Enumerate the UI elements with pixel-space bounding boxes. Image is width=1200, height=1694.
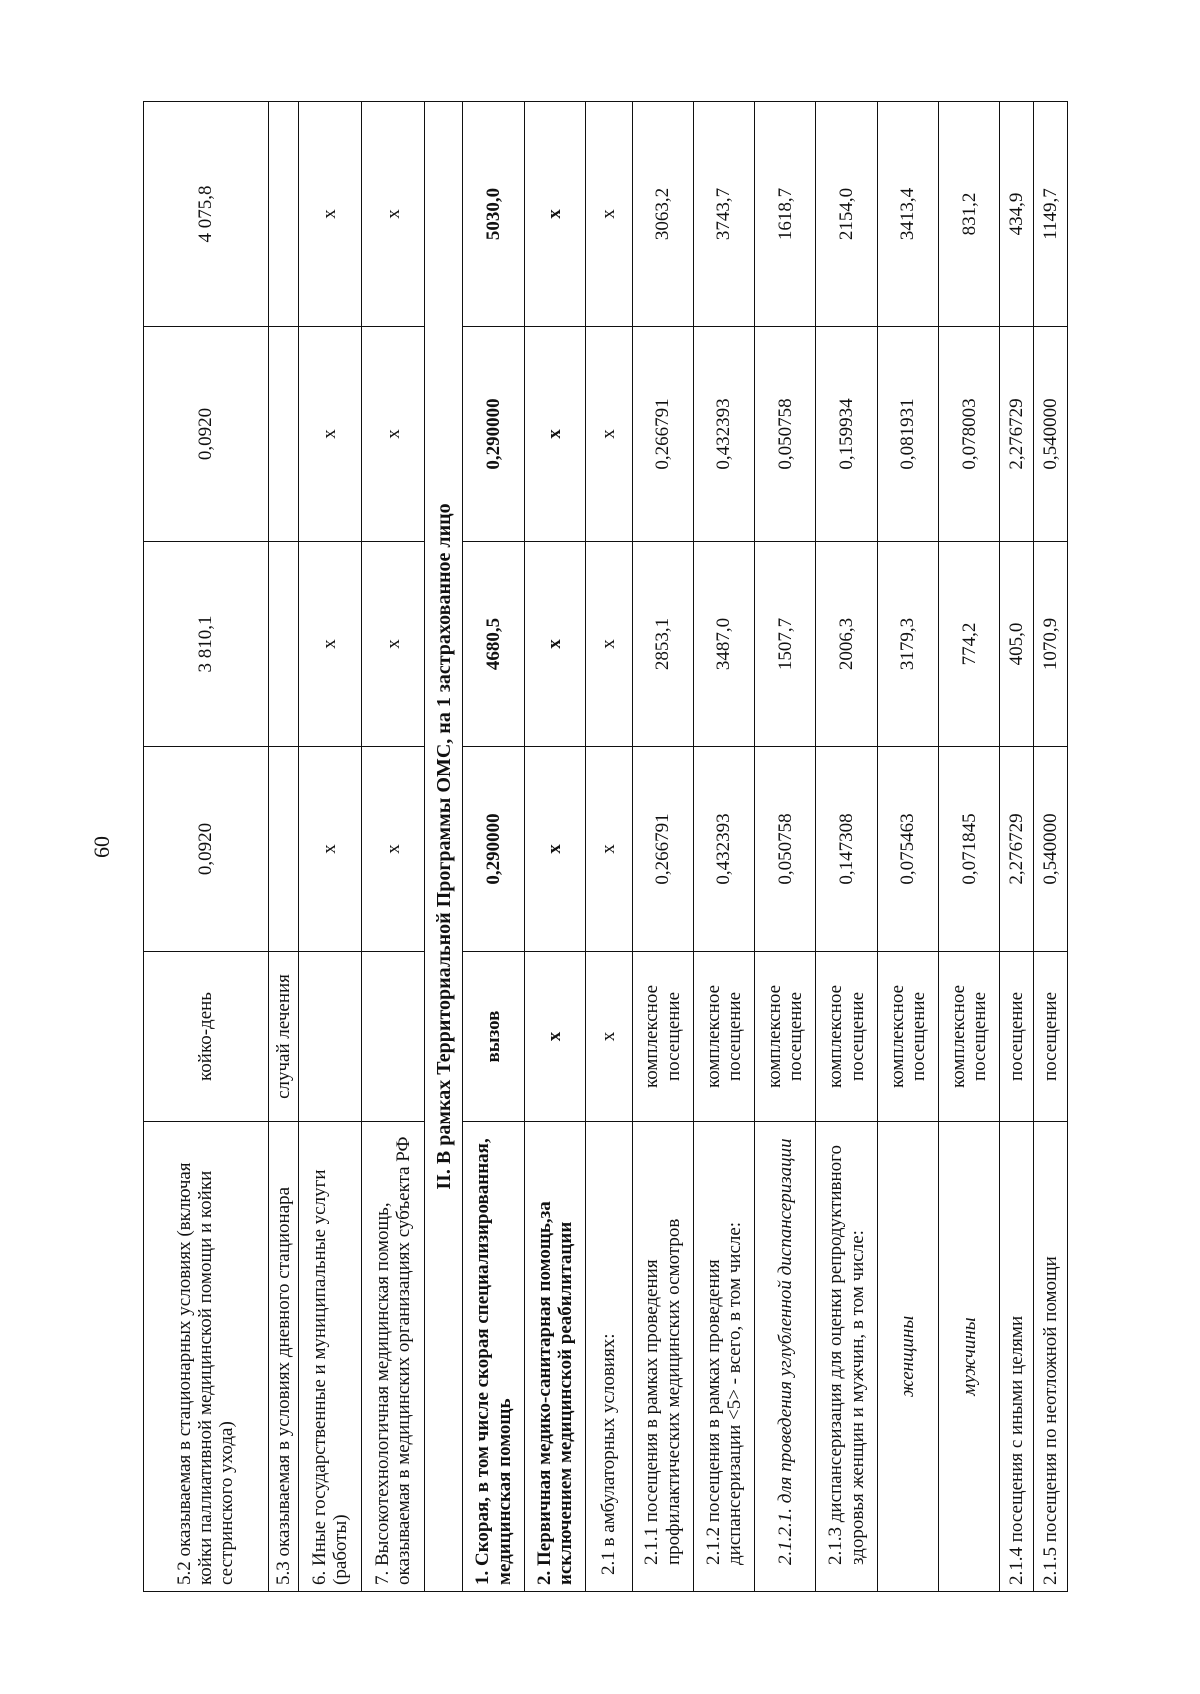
row-value xyxy=(268,747,298,952)
row-value: 0,540000 xyxy=(1034,747,1068,952)
table-row xyxy=(693,102,754,1592)
row-value: х xyxy=(361,747,424,952)
row-unit: комплексное посещение xyxy=(755,952,816,1122)
table-row xyxy=(632,102,693,1592)
table-row xyxy=(939,102,1000,1592)
table-row xyxy=(144,102,269,1592)
row-value: 0,266791 xyxy=(632,747,693,952)
row-value: х xyxy=(524,327,585,542)
row-value: х xyxy=(298,327,361,542)
row-value: 0,0920 xyxy=(144,747,269,952)
row-value: х xyxy=(586,542,633,747)
row-value: 4 075,8 xyxy=(144,102,269,327)
row-value: 2853,1 xyxy=(632,542,693,747)
row-unit: комплексное посещение xyxy=(877,952,938,1122)
row-name: 2.1.4 посещения с иными целями xyxy=(1000,1122,1034,1592)
row-value: 3487,0 xyxy=(693,542,754,747)
row-value: 1507,7 xyxy=(755,542,816,747)
row-value: 0,081931 xyxy=(877,327,938,542)
row-unit: вызов xyxy=(463,952,524,1122)
table-row xyxy=(1000,102,1034,1592)
financing-table xyxy=(143,101,1068,1592)
row-name: 2.1.2.1. для проведения углубленной диспансеризации xyxy=(755,1122,816,1592)
row-value: 0,0920 xyxy=(144,327,269,542)
row-unit xyxy=(361,952,424,1122)
row-value: 2,276729 xyxy=(1000,747,1034,952)
row-unit: посещение xyxy=(1034,952,1068,1122)
row-unit: комплексное посещение xyxy=(939,952,1000,1122)
row-value: х xyxy=(586,102,633,327)
row-unit: комплексное посещение xyxy=(816,952,877,1122)
row-value: 774,2 xyxy=(939,542,1000,747)
row-value: 0,290000 xyxy=(463,747,524,952)
table-row xyxy=(1034,102,1068,1592)
row-value: 3179,3 xyxy=(877,542,938,747)
row-value: 0,159934 xyxy=(816,327,877,542)
row-value: х xyxy=(361,542,424,747)
rotated-table-wrapper xyxy=(143,102,1068,1592)
row-unit: койко-день xyxy=(144,952,269,1122)
table-row xyxy=(755,102,816,1592)
table-row xyxy=(877,102,938,1592)
row-value: 0,540000 xyxy=(1034,327,1068,542)
row-name: 2.1.2 посещения в рамках проведения диспансеризации <5> - всего, в том числе: xyxy=(693,1122,754,1592)
table-row xyxy=(463,102,524,1592)
row-value: 0,147308 xyxy=(816,747,877,952)
row-value: х xyxy=(361,102,424,327)
row-value: 405,0 xyxy=(1000,542,1034,747)
row-value: х xyxy=(298,542,361,747)
row-unit xyxy=(298,952,361,1122)
table-row xyxy=(586,102,633,1592)
row-value: 831,2 xyxy=(939,102,1000,327)
row-name: 2. Первичная медико-санитарная помощь,за исключением медицинской реабилитации xyxy=(524,1122,585,1592)
row-value: 2006,3 xyxy=(816,542,877,747)
row-value: 3743,7 xyxy=(693,102,754,327)
row-name: 7. Высокотехнологичная медицинская помощь, оказываемая в медицинских организациях субъекта РФ xyxy=(361,1122,424,1592)
row-value: х xyxy=(524,747,585,952)
table-row xyxy=(298,102,361,1592)
row-value xyxy=(268,327,298,542)
row-name: 1. Скорая, в том числе скорая специализированная, медицинская помощь xyxy=(463,1122,524,1592)
row-value: 1618,7 xyxy=(755,102,816,327)
row-unit: х xyxy=(524,952,585,1122)
row-value: 434,9 xyxy=(1000,102,1034,327)
table-row xyxy=(816,102,877,1592)
row-value: 0,050758 xyxy=(755,747,816,952)
row-name: 5.2 оказываемая в стационарных условиях (включая койки паллиативной медицинской помощи и койки сестринского ухода) xyxy=(144,1122,269,1592)
table-row xyxy=(361,102,424,1592)
page-number: 60 xyxy=(89,836,114,858)
row-value: 3063,2 xyxy=(632,102,693,327)
row-unit: посещение xyxy=(1000,952,1034,1122)
row-value: 0,432393 xyxy=(693,747,754,952)
row-value: х xyxy=(298,747,361,952)
row-value: 0,075463 xyxy=(877,747,938,952)
row-value: 0,266791 xyxy=(632,327,693,542)
row-name: 2.1 в амбулаторных условиях: xyxy=(586,1122,633,1592)
row-unit: комплексное посещение xyxy=(693,952,754,1122)
row-value: 0,071845 xyxy=(939,747,1000,952)
row-value: х xyxy=(524,542,585,747)
table-row xyxy=(268,102,298,1592)
row-value: х xyxy=(586,747,633,952)
row-value: 1070,9 xyxy=(1034,542,1068,747)
row-value: х xyxy=(361,327,424,542)
row-value: 2,276729 xyxy=(1000,327,1034,542)
row-name: 2.1.5 посещения по неотложной помощи xyxy=(1034,1122,1068,1592)
section-title: II. В рамках Территориальной Программы ОМС, на 1 застрахованное лицо xyxy=(425,102,463,1592)
row-value: 0,050758 xyxy=(755,327,816,542)
row-value: х xyxy=(586,327,633,542)
row-value: 0,432393 xyxy=(693,327,754,542)
row-value: х xyxy=(524,102,585,327)
row-value xyxy=(268,102,298,327)
row-value: 4680,5 xyxy=(463,542,524,747)
row-value: 1149,7 xyxy=(1034,102,1068,327)
row-name: 2.1.1 посещения в рамках проведения профилактических медицинских осмотров xyxy=(632,1122,693,1592)
row-value: х xyxy=(298,102,361,327)
row-unit: комплексное посещение xyxy=(632,952,693,1122)
row-value: 0,078003 xyxy=(939,327,1000,542)
row-name: 5.3 оказываемая в условиях дневного стационара xyxy=(268,1122,298,1592)
row-value: 0,290000 xyxy=(463,327,524,542)
row-name: мужчины xyxy=(939,1122,1000,1592)
section-header-row xyxy=(425,102,463,1592)
row-name: женщины xyxy=(877,1122,938,1592)
row-name: 6. Иные государственные и муниципальные услуги (работы) xyxy=(298,1122,361,1592)
row-value: 3413,4 xyxy=(877,102,938,327)
row-unit: случай лечения xyxy=(268,952,298,1122)
row-value: 3 810,1 xyxy=(144,542,269,747)
row-value: 2154,0 xyxy=(816,102,877,327)
row-value: 5030,0 xyxy=(463,102,524,327)
row-value xyxy=(268,542,298,747)
row-unit: х xyxy=(586,952,633,1122)
table-row xyxy=(524,102,585,1592)
row-name: 2.1.3 диспансеризация для оценки репродуктивного здоровья женщин и мужчин, в том числе: xyxy=(816,1122,877,1592)
